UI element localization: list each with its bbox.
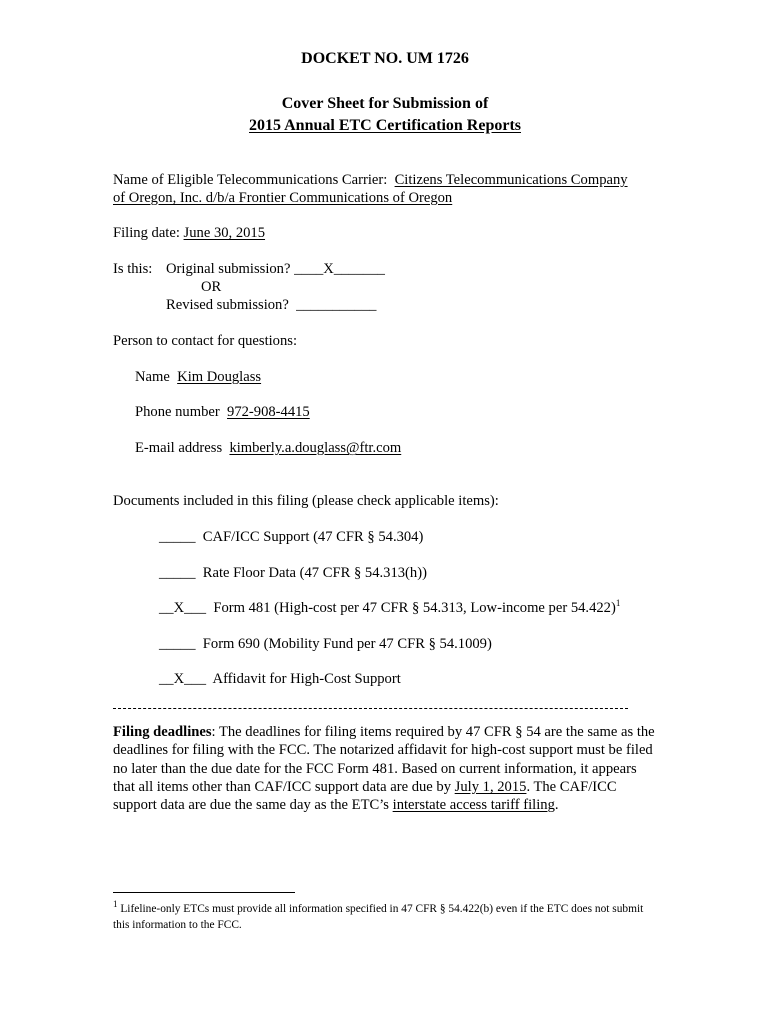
original-submission-label: Original submission? <box>166 261 291 277</box>
original-submission-mark: ____X_______ <box>294 261 385 277</box>
original-submission-row <box>166 260 385 278</box>
contact-name-value: Kim Douglass <box>177 369 262 385</box>
carrier-name-1: Citizens Telecommunications Company <box>394 172 628 188</box>
contact-email-label: E-mail address <box>135 440 223 456</box>
footnote-text: Lifeline-only ETCs must provide all information specified in 47 CFR § 54.422(b) even if the ETC does not submit this information to the FCC. <box>113 903 644 931</box>
filing-date-row <box>113 224 265 242</box>
document-item <box>159 599 620 617</box>
footnote-number: 1 <box>113 899 118 910</box>
document-check-mark: _____ <box>159 636 196 652</box>
contact-email-value: kimberly.a.douglass@ftr.com <box>229 440 402 456</box>
is-this-label: Is this: <box>113 261 153 277</box>
document-check-mark: _____ <box>159 529 196 545</box>
deadlines-heading: Filing deadlines <box>113 724 212 740</box>
document-item <box>159 670 401 688</box>
page-title-line1: Cover Sheet for Submission of <box>281 95 489 112</box>
or-text: OR <box>201 279 222 295</box>
document-text: Form 690 (Mobility Fund per 47 CFR § 54.1009) <box>202 636 492 652</box>
filing-date-label: Filing date: <box>113 225 180 241</box>
revised-submission-label: Revised submission? <box>166 297 289 313</box>
document-text: Rate Floor Data (47 CFR § 54.313(h)) <box>202 565 427 581</box>
contact-phone-value: 972-908-4415 <box>227 404 310 420</box>
document-text: Form 481 (High-cost per 47 CFR § 54.313, Low-income per 54.422) <box>213 600 616 616</box>
interstate-tariff-link[interactable]: interstate access tariff filing <box>392 797 555 814</box>
footnote-ref: 1 <box>615 598 621 609</box>
deadlines-text-3: . <box>554 797 559 814</box>
contact-phone-label: Phone number <box>135 404 220 420</box>
contact-phone-row <box>135 403 310 421</box>
page-title-line2-wrap <box>0 117 770 135</box>
revised-submission-row <box>166 296 376 314</box>
document-text: CAF/ICC Support (47 CFR § 54.304) <box>202 529 424 545</box>
deadlines-text-2: . The CAF/ICC support data are due the same day as the ETC’s <box>113 778 617 814</box>
deadlines-text-1: : The deadlines for filing items required by 47 CFR § 54 are the same as the deadlines for filing with the FCC. The notarized affidavit for high-cost support must be filed no later than the due date for the FCC Form 481. Based on current information, it appears that all items other than CAF/ICC support data are due by <box>113 724 655 795</box>
document-check-mark: __X___ <box>159 671 207 687</box>
carrier-name-2: of Oregon, Inc. d/b/a Frontier Communications of Oregon <box>113 190 453 206</box>
documents-label: Documents included in this filing (please check applicable items): <box>113 493 499 509</box>
revised-submission-mark: ___________ <box>296 297 377 313</box>
dashed-divider <box>113 708 628 709</box>
carrier-line1 <box>113 171 628 189</box>
document-item <box>159 635 492 653</box>
deadlines-date: July 1, 2015 <box>454 778 527 795</box>
filing-date-value: June 30, 2015 <box>183 225 266 241</box>
document-check-mark: __X___ <box>159 600 207 616</box>
document-check-mark: _____ <box>159 565 196 581</box>
document-text: Affidavit for High-Cost Support <box>212 671 401 687</box>
footnote <box>113 901 658 933</box>
document-item <box>159 528 423 546</box>
contact-name-label: Name <box>135 369 170 385</box>
carrier-label: Name of Eligible Telecommunications Carrier: <box>113 172 388 188</box>
footnote-divider <box>113 892 295 893</box>
contact-email-row <box>135 439 401 457</box>
page-title-line2: 2015 Annual ETC Certification Reports <box>249 117 521 134</box>
contact-name-row <box>135 368 261 386</box>
docket-number: DOCKET NO. UM 1726 <box>301 50 469 67</box>
filing-deadlines-paragraph <box>113 723 658 814</box>
document-item <box>159 564 427 582</box>
contact-label: Person to contact for questions: <box>113 333 298 349</box>
carrier-line2 <box>113 189 452 207</box>
